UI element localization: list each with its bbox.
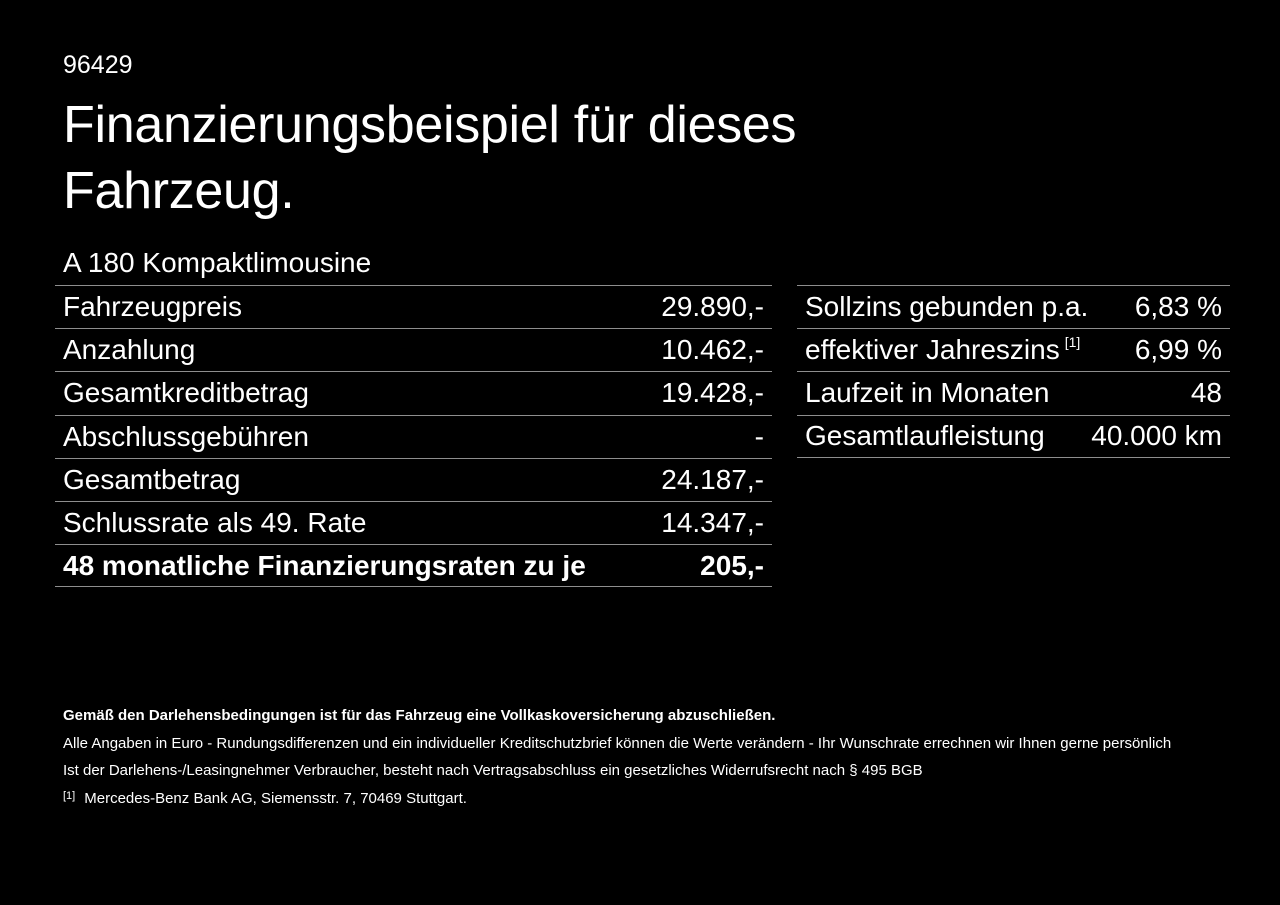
row-value: 6,99 % bbox=[1134, 334, 1222, 366]
row-value: 24.187,- bbox=[661, 463, 764, 495]
row-value: 205,- bbox=[700, 549, 764, 581]
footnote-marker: [1] bbox=[63, 789, 76, 802]
footnote-text: Mercedes-Benz Bank AG, Siemensstr. 7, 70469 Stuttgart. bbox=[84, 789, 467, 807]
table-row bbox=[797, 285, 1230, 328]
insurance-note: Gemäß den Darlehensbedingungen ist für das Fahrzeug eine Vollkaskoversicherung abzuschließen. bbox=[63, 707, 776, 724]
row-value: 19.428,- bbox=[661, 377, 764, 409]
table-row bbox=[55, 544, 772, 587]
table-row bbox=[55, 285, 772, 328]
row-label: Abschlussgebühren bbox=[63, 420, 309, 452]
row-value: 29.890,- bbox=[661, 291, 764, 323]
row-label: Schlussrate als 49. Rate bbox=[63, 507, 367, 539]
row-value: 40.000 km bbox=[1091, 420, 1222, 452]
bank-footnote bbox=[63, 785, 1223, 815]
table-row bbox=[55, 371, 772, 414]
page-title-line1: Finanzierungsbeispiel für dieses bbox=[63, 96, 797, 154]
table-row bbox=[55, 415, 772, 458]
withdrawal-note: Ist der Darlehens-/Leasingnehmer Verbraucher, besteht nach Vertragsabschluss ein gesetzliches Widerrufsrecht nach § 495 BGB bbox=[63, 762, 923, 779]
row-label: effektiver Jahreszins [1] bbox=[805, 333, 1081, 366]
row-label: Anzahlung bbox=[63, 334, 196, 366]
row-value: - bbox=[754, 420, 764, 452]
finance-table bbox=[55, 285, 772, 587]
table-row bbox=[55, 501, 772, 544]
row-value: 48 bbox=[1190, 377, 1222, 409]
general-note: Alle Angaben in Euro - Rundungsdifferenzen und ein individueller Kreditschutzbrief können die Werte verändern - Ihr Wunschrate errechnen wir Ihnen gerne persönlich bbox=[63, 734, 1172, 752]
row-label: Gesamtlaufleistung bbox=[805, 420, 1045, 452]
row-label: Laufzeit in Monaten bbox=[805, 377, 1050, 409]
row-label: Gesamtkreditbetrag bbox=[63, 377, 309, 409]
row-label: Sollzins gebunden p.a. bbox=[805, 291, 1089, 323]
page-title bbox=[63, 92, 796, 224]
row-value: 10.462,- bbox=[661, 334, 764, 366]
conditions-table bbox=[797, 285, 1230, 458]
table-row bbox=[55, 328, 772, 371]
page-title-line2: Fahrzeug. bbox=[63, 162, 295, 220]
table-row bbox=[797, 371, 1230, 414]
row-label: 48 monatliche Finanzierungsraten zu je bbox=[63, 549, 586, 581]
row-value: 14.347,- bbox=[661, 507, 764, 539]
table-row bbox=[797, 415, 1230, 458]
vehicle-code: 96429 bbox=[63, 51, 133, 79]
model-name: A 180 Kompaktlimousine bbox=[63, 247, 372, 278]
row-value: 6,83 % bbox=[1134, 291, 1222, 323]
row-label: Gesamtbetrag bbox=[63, 463, 241, 495]
table-row bbox=[797, 328, 1230, 371]
footer-notes bbox=[63, 702, 1223, 814]
row-label: Fahrzeugpreis bbox=[63, 291, 242, 323]
footnote-ref: [1] bbox=[1064, 333, 1081, 350]
table-row bbox=[55, 458, 772, 501]
